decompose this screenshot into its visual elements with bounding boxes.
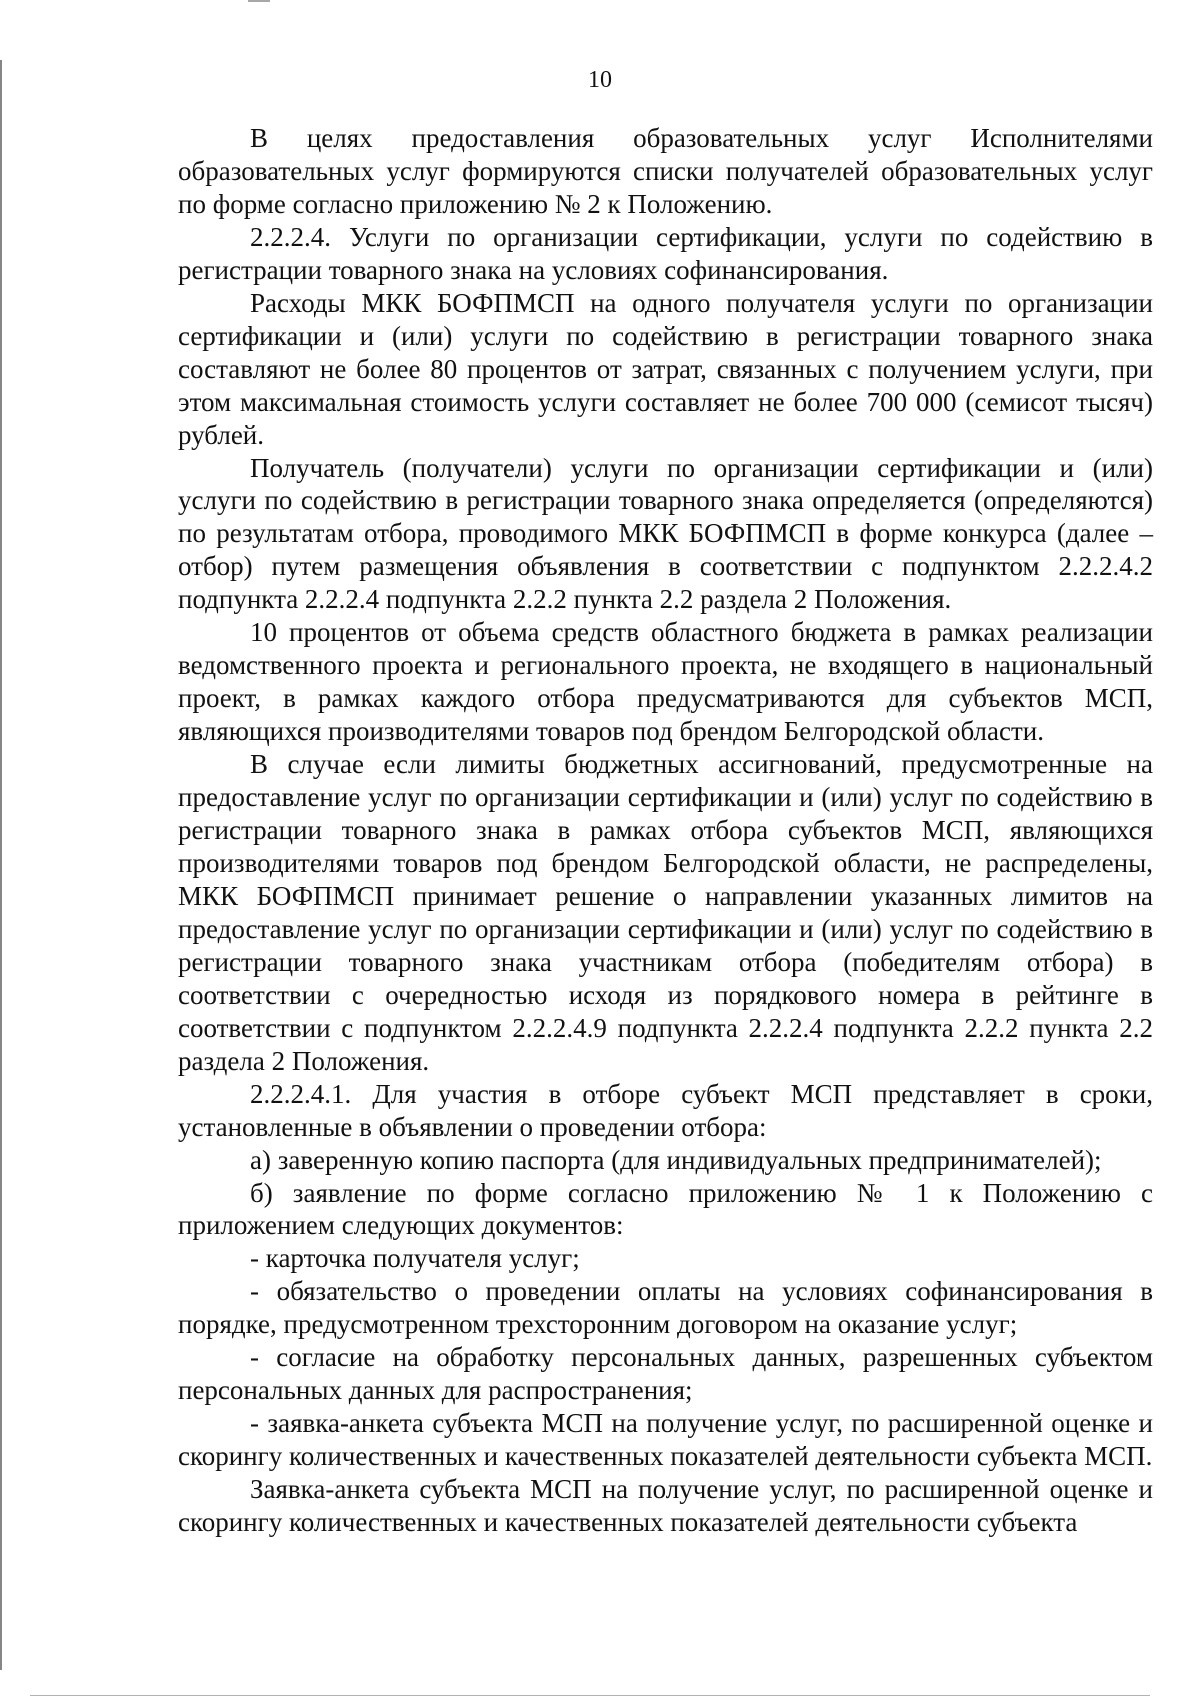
scan-left-edge (0, 60, 2, 1670)
scan-bottom-edge (30, 1695, 1150, 1696)
list-item: - согласие на обработку персональных данных, разрешенных субъектом персональных данных для распространения; (178, 1342, 1153, 1406)
paragraph: 10 процентов от объема средств областного бюджета в рамках реализации ведомственного проекта и регионального проекта, не входящего в национальный проект, в рамках каждого отбора предусматриваются для субъектов МСП, являющихся производителями товаров под брендом Белгородской области. (178, 617, 1153, 747)
paragraph: В целях предоставления образовательных услуг Исполнителями образовательных услуг формируются списки получателей образовательных услуг по форме согласно приложению № 2 к Положению. (178, 123, 1153, 219)
paragraph: Заявка-анкета субъекта МСП на получение услуг, по расширенной оценке и скорингу количественных и качественных показателей деятельности субъекта (178, 1474, 1153, 1538)
page-number: 10 (588, 67, 612, 93)
list-item: - заявка-анкета субъекта МСП на получение услуг, по расширенной оценке и скорингу количественных и качественных показателей деятельности субъекта МСП. (178, 1408, 1153, 1472)
paragraph: Получатель (получатели) услуги по организации сертификации и (или) услуги по содействию в регистрации товарного знака определяется (определяются) по результатам отбора, проводимого МКК БОФПМСП в форме конкурса (далее – отбор) путем размещения объявления в соответствии с подпунктом 2.2.2.4.2 подпункта 2.2.2.4 подпункта 2.2.2 пункта 2.2 раздела 2 Положения. (178, 452, 1153, 615)
paragraph: б) заявление по форме согласно приложению № 1 к Положению с приложением следующих документов: (178, 1177, 1153, 1241)
paragraph: 2.2.2.4. Услуги по организации сертификации, услуги по содействию в регистрации товарного знака на условиях софинансирования. (178, 221, 1153, 285)
paragraph: а) заверенную копию паспорта (для индивидуальных предпринимателей); (250, 1144, 1102, 1175)
list-item: - обязательство о проведении оплаты на условиях софинансирования в порядке, предусмотренном трехсторонним договором на оказание услуг; (178, 1276, 1153, 1340)
paragraph: Расходы МКК БОФПМСП на одного получателя услуги по организации сертификации и (или) услуги по содействию в регистрации товарного знака составляют не более 80 процентов от затрат, связанных с получением услуги, при этом максимальная стоимость услуги составляет не более 700 000 (семисот тысяч) рублей. (178, 287, 1153, 450)
list-item: - карточка получателя услуг; (250, 1243, 580, 1274)
scan-top-mark (248, 0, 270, 2)
paragraph: 2.2.2.4.1. Для участия в отборе субъект МСП представляет в сроки, установленные в объявлении о проведении отбора: (178, 1078, 1153, 1142)
paragraph: В случае если лимиты бюджетных ассигнований, предусмотренные на предоставление услуг по организации сертификации и (или) услуг по содействию в регистрации товарного знака в рамках отбора субъектов МСП, являющихся производителями товаров под брендом Белгородской области, не распределены, МКК БОФПМСП принимает решение о направлении указанных лимитов на предоставление услуг по организации сертификации и (или) услуг по содействию в регистрации товарного знака участникам отбора (победителям отбора) в соответствии с очередностью исходя из порядкового номера в рейтинге в соответствии с подпунктом 2.2.2.4.9 подпункта 2.2.2.4 подпункта 2.2.2 пункта 2.2 раздела 2 Положения. (178, 749, 1153, 1076)
document-body (178, 122, 1153, 1539)
